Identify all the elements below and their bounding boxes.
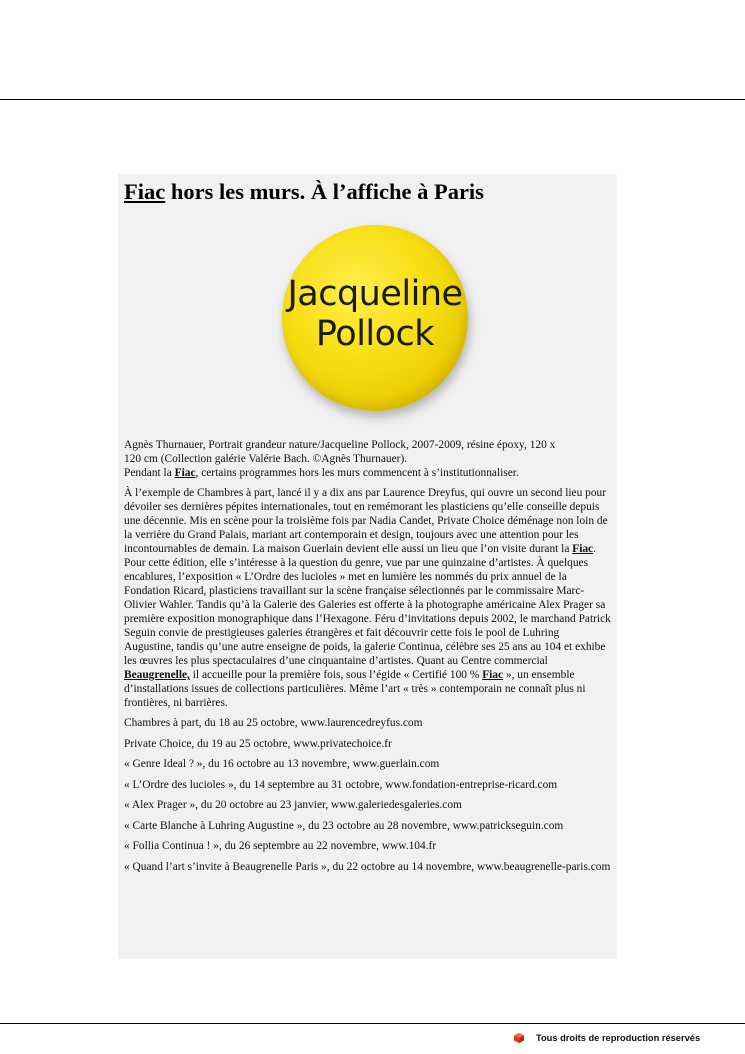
caption-line-2: 120 cm (Collection galérie Valérie Bach. ©Agnès Thurnauer). <box>124 453 408 465</box>
title-keyword-link[interactable]: Fiac <box>124 179 166 204</box>
listing-item: « Quand l’art s’invite à Beaugrenelle Paris », du 22 octobre au 14 novembre, www.beaugrenelle-paris.com <box>124 860 611 873</box>
body-part-3: il accueille pour la première fois, sous l’égide « Certifié 100 % <box>189 669 483 681</box>
rights-notice: Tous droits de reproduction réservés <box>536 1033 701 1043</box>
artwork-image <box>124 212 611 438</box>
intro-after: , certains programmes hors les murs commencent à s’institutionnaliser. <box>195 467 519 479</box>
listing-item: Private Choice, du 19 au 25 octobre, www.privatechoice.fr <box>124 737 392 750</box>
yellow-badge-artwork <box>282 225 468 411</box>
body-keyword-link-1[interactable]: Fiac <box>572 543 594 555</box>
listing-item: Chambres à part, du 18 au 25 octobre, www.laurencedreyfus.com <box>124 717 423 729</box>
intro-keyword-link[interactable]: Fiac <box>174 467 196 479</box>
article-title <box>124 178 611 206</box>
listing-item: « Carte Blanche à Luhring Augustine », du 23 octobre au 28 novembre, www.patrickseguin.com <box>124 819 564 832</box>
publisher-logo-icon <box>514 1033 524 1043</box>
listing-item: « Follia Continua ! », du 26 septembre au 22 novembre, www.104.fr <box>124 840 437 852</box>
caption-line-1: Agnès Thurnauer, Portrait grandeur nature/Jacqueline Pollock, 2007-2009, résine époxy, 120 x <box>124 439 556 451</box>
badge-line-1: Jacqueline <box>287 274 463 314</box>
listing-item: « Genre Ideal ? », du 16 octobre au 13 novembre, www.guerlain.com <box>124 758 440 770</box>
header-rule <box>0 99 745 100</box>
badge-line-2: Pollock <box>315 314 435 354</box>
listing-item: « Alex Prager », du 20 octobre au 23 janvier, www.galeriedesgaleries.com <box>124 799 462 811</box>
body-keyword-link-2[interactable]: Beaugrenelle, <box>124 669 190 681</box>
article <box>118 174 617 959</box>
main-paragraph <box>124 486 611 710</box>
event-listings <box>124 716 611 874</box>
body-part-4: », un ensemble d’installations issues de collections particulières. Même l’art « très » contemporain ne connaît plus ni frontières, ni barrières. <box>124 669 586 709</box>
body-keyword-link-3[interactable]: Fiac <box>482 669 504 681</box>
image-caption <box>124 438 611 466</box>
intro-paragraph <box>124 466 611 480</box>
footer <box>514 1033 700 1043</box>
article-body <box>124 438 611 874</box>
footer-rule <box>0 1023 745 1024</box>
listing-item: « L’Ordre des lucioles », du 14 septembre au 31 octobre, www.fondation-entreprise-ricard.com <box>124 778 558 791</box>
body-part-2: . Pour cette édition, elle s’intéresse à la question du genre, vue par une quinzaine d’artistes. À quelques encablures, l’exposition « L’Ordre des lucioles » met en lumière les nommés du prix annuel de la Fondation Ricard, plasticiens travaillant sur la scène française sélectionnés par le commissaire Marc-Olivier Wahler. Tandis qu’à la Galerie des Galeries est offerte à la photographe américaine Alex Prager sa première exposition monographique dans l’Hexagone. Féru d’invitations depuis 2002, le marchand Patrick Seguin convie de prestigieuses galeries étrangères et fait découvrir cette fois le pool de Luhring Augustine, tandis qu’une autre enseigne de poids, la galerie Continua, célèbre ses 25 ans au 104 et exhibe les œuvres les plus spectaculaires d’une cinquantaine d’artistes. Quant au Centre commercial <box>124 543 611 667</box>
intro-before: Pendant la <box>124 467 175 479</box>
body-part-1: À l’exemple de Chambres à part, lancé il y a dix ans par Laurence Dreyfus, qui ouvre un second lieu pour dévoiler ses dernières pépites internationales, tout en remémorant les plasticiens qu’elle conseille depuis une décennie. Mis en scène pour la troisième fois par Nadia Candet, Private Choice déménage non loin de la verrière du Grand Palais, mariant art contemporain et design, toujours avec une attention pour les incontournables de demain. La maison Guerlain devient elle aussi un lieu que l’on visite durant la <box>124 487 608 555</box>
title-text: hors les murs. À l’affiche à Paris <box>165 179 484 204</box>
